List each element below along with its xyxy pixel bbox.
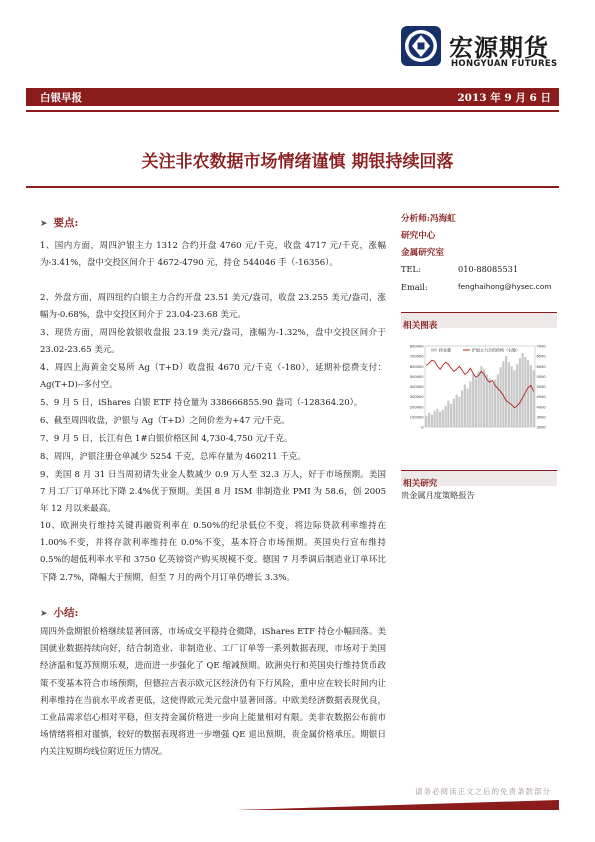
- analyst-label: 分析师:: [401, 214, 430, 224]
- legend-swatch-oi: [431, 349, 437, 352]
- y-right-tick-label: 6000: [536, 364, 546, 369]
- legend-label-oi: 持仓量: [439, 347, 451, 353]
- hongyuan-logo-icon: [401, 26, 441, 66]
- oi-bar: [522, 353, 524, 427]
- oi-bar: [425, 416, 427, 427]
- oi-bar: [456, 395, 458, 427]
- oi-bar: [516, 364, 518, 427]
- oi-price-chart: [401, 337, 559, 434]
- oi-bar: [458, 397, 460, 427]
- key-point-5: 5、9 月 5 日，iShares 白银 ETF 持仓量为 338666855.90 盎司（-128364.20）。: [40, 398, 363, 408]
- chart-heading-bar: [401, 312, 557, 331]
- oi-bar: [533, 370, 535, 427]
- oi-bar: [497, 374, 499, 427]
- footer-band: [236, 800, 559, 810]
- summary-text: 周四外盘期银价格继续显著回落，市场成交平稳持仓微降，iShares ETF 持仓小幅回落。美国就业数据持续向好，结合制造业、非制造业、工厂订单等一系列数据表现，市场对于美国经济温和复苏预期乐观，进而进一步强化了 QE 缩减预期。欧洲央行和英国央行维持货币政策不变基本符合市场预期，但德拉吉表示欧元区经济仍有下行风险，重申应在较长时间内让利率维持在当前水平或者更低，这使得欧元美元盘中显著回落。中欧美经济数据表现优良，工业品需求信心相对平稳，但支持金属价格进一步向上能量相对有限。美非农数据公布前市场情绪将相对谨慎，较好的数据表现将进一步增强 QE 退出预期，贵金属价格承压。期银日内关注短期均线位附近压力情况。: [40, 627, 386, 758]
- y-left-tick-label: 200000: [409, 405, 424, 410]
- oi-bar: [428, 413, 430, 427]
- oi-bar: [439, 412, 441, 427]
- oi-bar: [445, 406, 447, 427]
- oi-bar: [486, 374, 488, 427]
- summary-heading: [40, 605, 78, 620]
- y-left-tick-label: 300000: [409, 395, 424, 400]
- oi-bar: [475, 378, 477, 427]
- related-heading: 相关研究: [403, 479, 438, 489]
- y-right-tick-label: 4500: [536, 395, 546, 400]
- oi-bar: [519, 358, 521, 427]
- legend-label-price: 沪银主力合约价格（右轴）: [472, 347, 520, 353]
- key-points-heading: [40, 215, 78, 230]
- oi-bar: [530, 365, 532, 427]
- oi-bar: [491, 383, 493, 427]
- related-report-link[interactable]: 贵金属月度策略报告: [401, 490, 475, 500]
- oi-bar: [453, 399, 455, 427]
- arrow-right-icon: ➤: [40, 219, 48, 229]
- related-heading-bar: [401, 470, 557, 489]
- key-point-9: 9、美国 8 月 31 日当周初请失业金人数减少 0.9 万人至 32.3 万人，好于市场预期。美国 7 月工厂订单环比下降 2.4%优于预期。美国 8 月 ISM 非制造业 PMI 为 58.6，创 2005 年 12 月以来最高。: [40, 470, 386, 515]
- y-left-tick-label: 600000: [409, 364, 424, 369]
- oi-bar: [461, 391, 463, 427]
- y-right-tick-label: 6500: [536, 354, 546, 359]
- disclaimer-note: 请务必阅读正文之后的免责条款部分: [415, 787, 551, 796]
- key-point-3: 3、现货方面，周四伦敦银收盘报 23.19 美元/盎司，涨幅为-1.32%，盘中交投区间介于 23.02-23.65 美元。: [40, 328, 386, 356]
- metals-office: 金属研究室: [401, 248, 444, 258]
- y-left-tick-label: 500000: [409, 374, 424, 379]
- brand-name-en: HONGYUAN FUTURES: [451, 59, 558, 69]
- report-date: 2013 年 9 月 6 日: [457, 92, 551, 104]
- report-type: 白银早报: [40, 92, 82, 104]
- oi-bar: [447, 401, 449, 427]
- key-points-heading-label: 要点:: [53, 217, 79, 229]
- key-point-4: 4、周四上海黄金交易所 Ag（T+D）收盘报 4670 元/千克（-180），延期补偿费支付：Ag(T+D)--多付空。: [40, 363, 386, 391]
- analyst-line: [401, 212, 456, 224]
- key-point-7: 7、9 月 5 日，长江有色 1#白银价格区间 4,730-4,750 元/千克。: [40, 434, 293, 444]
- summary-heading-label: 小结:: [53, 607, 79, 619]
- y-right-tick-label: 3500: [536, 415, 546, 420]
- oi-bar: [434, 411, 436, 427]
- y-right-tick-label: 4000: [536, 405, 546, 410]
- oi-bar: [472, 374, 474, 427]
- oi-bar: [478, 371, 480, 427]
- oi-bar: [527, 360, 529, 427]
- key-point-2: 2、外盘方面，周四纽约白银主力合约开盘 23.51 美元/盎司，收盘 23.255 美元/盎司，涨幅为-0.68%，盘中交投区间介于 23.04-23.68 美元。: [40, 293, 386, 321]
- oi-bar: [511, 366, 513, 427]
- brand-name-cn: 宏源期货: [449, 34, 549, 62]
- y-left-tick-label: 800000: [409, 344, 424, 349]
- oi-bar: [442, 410, 444, 427]
- oi-bar: [431, 415, 433, 427]
- key-point-10: 10、欧洲央行维持关键再融资利率在 0.50%的纪录低位不变，将边际贷款利率维持在 1.00%不变，并将存款利率维持在 0.0%不变，基本符合市场预期。英国央行宣布维持 0.5%的超低利率水平和 3750 亿英镑资产购买规模不变。德国 7 月季调后制造业订单环比下降 2.7%，降幅大于预期，但至 7 月的两个月订单仍增长 3.3%。: [40, 521, 386, 583]
- tel-label: TEL:: [401, 264, 421, 274]
- y-right-tick-label: 7000: [536, 344, 546, 349]
- report-title: 关注非农数据市场情绪谨慎 期银持续回落: [141, 152, 454, 172]
- header-rule: [26, 110, 559, 112]
- research-dept: 研究中心: [401, 231, 436, 241]
- oi-bar: [436, 409, 438, 427]
- oi-bar: [464, 384, 466, 427]
- oi-bar: [500, 367, 502, 427]
- y-left-tick-label: 700000: [409, 354, 424, 359]
- key-point-6: 6、截至周四收盘，沪银与 Ag（T+D）之间价差为+47 元/千克。: [40, 416, 290, 426]
- oi-bar: [467, 389, 469, 427]
- title-rule: [26, 186, 559, 188]
- y-left-tick-label: 0: [421, 425, 424, 430]
- chart-heading: 相关图表: [403, 321, 438, 331]
- tel-value: 010-88085531: [458, 264, 519, 274]
- y-left-tick-label: 400000: [409, 385, 424, 389]
- email-label: Email:: [401, 282, 428, 292]
- email-link[interactable]: fenghaihong@hysec.com: [458, 282, 552, 291]
- y-left-tick-label: 100000: [409, 415, 424, 420]
- key-point-1: 1、国内方面，周四沪银主力 1312 合约开盘 4760 元/千克，收盘 4717 元/千克，涨幅为-3.41%，盘中交投区间介于 4672-4790 元，持仓 544046 手（-16356）。: [40, 241, 386, 269]
- oi-bar: [505, 356, 507, 427]
- oi-bar: [469, 381, 471, 427]
- arrow-right-icon: ➤: [40, 609, 48, 619]
- oi-bar: [483, 369, 485, 427]
- oi-bar: [489, 378, 491, 427]
- oi-bar: [480, 366, 482, 427]
- oi-bar: [450, 404, 452, 427]
- analyst-name: 冯海虹: [429, 214, 456, 224]
- oi-bar: [513, 370, 515, 427]
- chart-frame: [425, 346, 535, 427]
- y-right-tick-label: 5500: [536, 374, 546, 379]
- y-right-tick-label: 5000: [536, 385, 546, 389]
- oi-bar: [508, 362, 510, 427]
- key-point-8: 8、周四，沪银注册仓单减少 5254 千克，总库存量为 460211 千克。: [40, 452, 306, 462]
- y-right-tick-label: 3000: [536, 425, 546, 430]
